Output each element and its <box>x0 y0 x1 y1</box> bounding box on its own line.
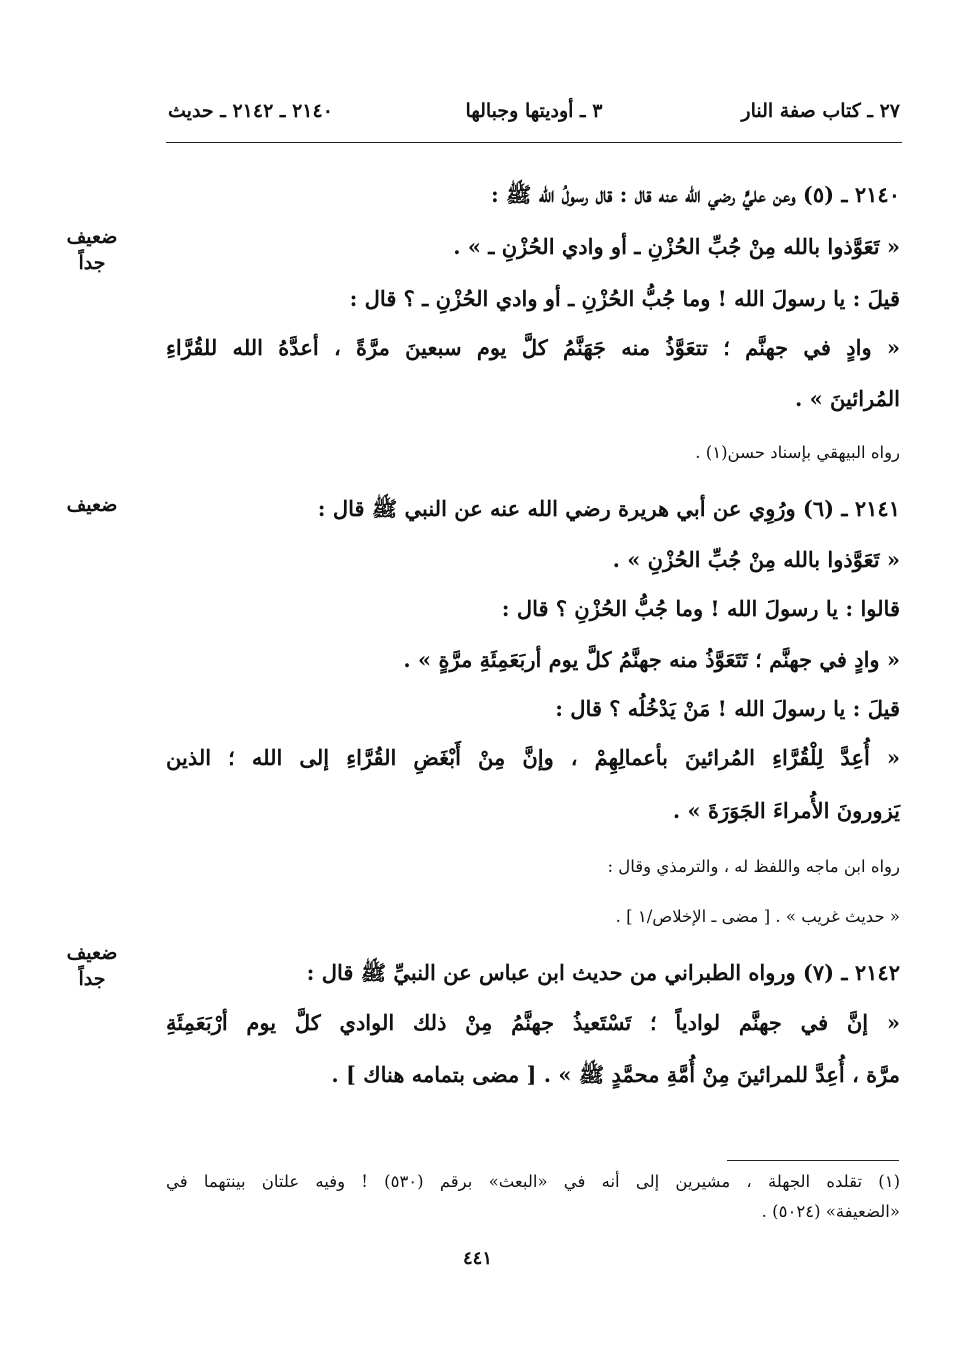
hadith-line: ٢١٤٢ ـ (٧) ورواه الطبراني من حديث ابن عباس عن النبيِّ ﷺ قال : <box>306 960 900 985</box>
footnote-divider <box>727 1160 899 1161</box>
hadith-line: المُرائينَ » . <box>794 386 900 411</box>
hadith-source: « حديث غريب » . [ مضى ـ الإخلاص/١ ] . <box>615 907 900 926</box>
hadith-line: قالوا : يا رسولَ الله ! وما جُبُّ الحُزْنِ ؟ قال : <box>501 596 900 621</box>
grade-word: ضعيف <box>66 942 118 964</box>
hadith-line: قيلَ : يا رسولَ الله ! مَنْ يَدْخُلُه ؟ قال : <box>555 696 900 721</box>
hadith-source: رواه ابن ماجه واللفظ له ، والترمذي وقال : <box>607 857 900 876</box>
footnote-line: «الضعيفة» (٥٠٢٤) . <box>761 1202 900 1221</box>
grade-label-2141 <box>42 492 142 518</box>
hadith-line: « وادٍ في جهنَّم ؛ تتعَوَّذُ منه جَهَنَّمُ كلَّ يوم سبعينَ مرَّةً ، أعدَّهُ الله للقُرَّاءِ <box>166 335 900 360</box>
header-divider <box>166 142 902 143</box>
header-hadith-range: ٢١٤٠ ـ ٢١٤٢ ـ حديث <box>168 100 333 122</box>
grade-label-2142 <box>42 940 142 992</box>
hadith-line: ٢١٤١ ـ (٦) ورُوِي عن أبي هريرة رضي الله عنه عن النبي ﷺ قال : <box>317 496 900 521</box>
hadith-line: ٢١٤٠ ـ (٥) وعن عليٍّ رضي الله عنه قال : قال رسولُ الله ﷺ : <box>490 182 900 207</box>
grade-word: جداً <box>78 968 106 990</box>
hadith-line: « أُعِدَّ لِلْقُرَّاءِ المُرائينَ بأعمالِهِمْ ، وإنَّ مِنْ أَبْغَضِ القُرَّاءِ إلى الله ؛ الذين <box>166 745 900 770</box>
header-book-title: ٢٧ ـ كتاب صفة النار <box>741 100 900 122</box>
hadith-line: « إنَّ في جهنَّم لوادياً ؛ تَسْتَعيذُ جهنَّمُ مِنْ ذلك الوادي كلَّ يوم أرْبَعَمِئَةِ <box>166 1010 900 1035</box>
header-chapter-title: ٣ ـ أوديتها وجبالها <box>465 100 603 122</box>
hadith-source: رواه البيهقي بإسناد حسن(١) . <box>695 443 900 462</box>
grade-word: جداً <box>78 252 106 274</box>
page-number: ٤٤١ <box>462 1248 492 1269</box>
hadith-line: يَزورونَ الأُمراءَ الجَوَرَةَ » . <box>672 798 900 823</box>
hadith-line: « وادٍ في جهنَّم ؛ تَتَعَوَّذُ منه جهنَّمُ كلَّ يوم أربَعَمِئَةِ مرَّةٍ » . <box>403 647 900 672</box>
grade-word: ضعيف <box>66 494 118 516</box>
running-header <box>168 96 900 136</box>
hadith-line: « تَعَوَّذوا بالله مِنْ جُبِّ الحُزْنِ » . <box>612 547 900 572</box>
footnote-line: (١) تقلده الجهلة ، مشيرين إلى أنه في «البعث» برقم (٥٣٠) ! وفيه علتان بينتهما في <box>166 1172 900 1191</box>
hadith-line: قيلَ : يا رسولَ الله ! وما جُبُّ الحُزْنِ ـ أو وادي الحُزْنِ ـ ؟ قال : <box>349 286 900 311</box>
grade-label-2140 <box>42 224 142 276</box>
hadith-line: « تَعَوَّذوا بالله مِنْ جُبِّ الحُزْنِ ـ أو وادي الحُزْنِ ـ » . <box>453 234 900 259</box>
grade-word: ضعيف <box>66 226 118 248</box>
hadith-line: مرَّة ، أُعِدَّ للمرائينَ مِنْ أُمَّةِ محمَّدٍ ﷺ » . [ مضى بتمامه هناك ] . <box>331 1062 900 1087</box>
